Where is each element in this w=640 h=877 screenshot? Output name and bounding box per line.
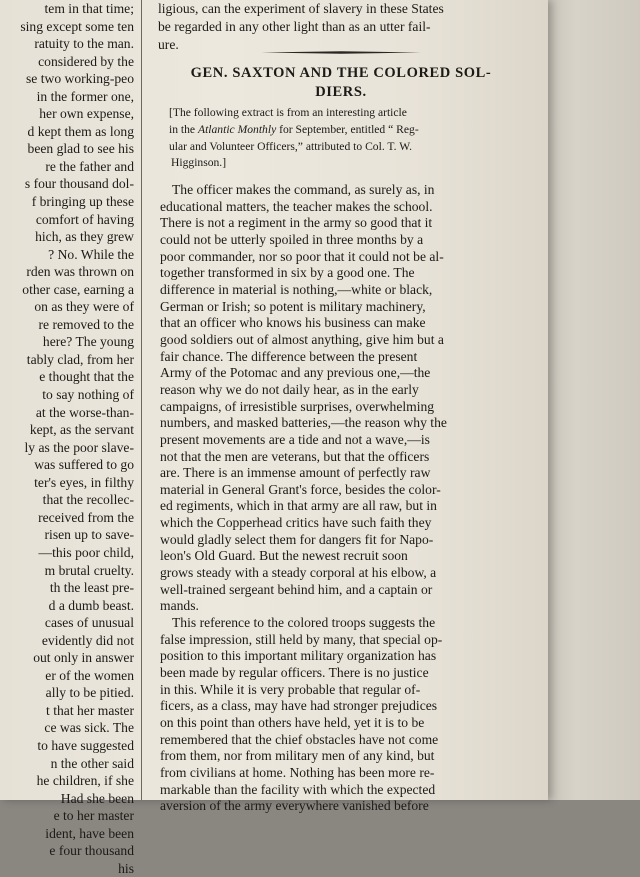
left-line: was suffered to go (34, 457, 134, 473)
left-line: ce was sick. The (44, 720, 134, 736)
body-line: fair chance. The difference between the present (160, 348, 418, 364)
left-line: here? The young (42, 334, 134, 350)
intro-text: for September, entitled “ Reg- (276, 122, 419, 136)
body-line: present movements are a tide and not a wave,—is (160, 431, 430, 447)
article-intro-note (169, 105, 419, 172)
intro-line: ular and Volunteer Officers,” attributed to Col. T. W. (169, 139, 412, 153)
magazine-title: Atlantic Monthly (197, 122, 277, 136)
body-line: mands. (160, 598, 199, 614)
body-line: on this point than others have held, yet it is to be (160, 715, 425, 730)
left-line: he children, if she (36, 773, 134, 789)
left-line: to say nothing of (42, 387, 134, 403)
body-line: difference in material is nothing,—white or black, (160, 281, 433, 297)
body-line: from civilians at home. Nothing has been more re- (160, 764, 435, 780)
article-column (151, 0, 531, 814)
body-line: aversion of the army everywhere vanished before (160, 798, 429, 814)
body-line: together transformed in six by a good one. The (160, 265, 415, 281)
left-line: hich, as they grew (35, 229, 134, 245)
left-line: been glad to see his (27, 141, 134, 157)
column-rule (141, 0, 142, 800)
headline-line: GEN. SAXTON AND THE COLORED SOL- (190, 65, 492, 81)
left-line: re the father and (45, 158, 134, 174)
body-line: leon's Old Guard. But the newest recruit soon (160, 548, 408, 564)
left-line: e to her master (53, 808, 134, 824)
article-headline (156, 64, 526, 102)
left-line: in the former one, (36, 88, 134, 104)
body-line: Army of the Potomac and any previous one,—the (160, 365, 431, 381)
left-line: tably clad, from her (26, 351, 134, 367)
left-line: tem in that time; (44, 1, 134, 16)
left-line: other case, earning a (22, 281, 134, 297)
left-line: comfort of having (35, 211, 134, 227)
left-line: evidently did not (41, 632, 134, 648)
left-line: e four thousand (49, 843, 134, 859)
left-line: risen up to save- (44, 527, 134, 543)
body-line: remembered that the chief obstacles have not come (160, 731, 439, 747)
body-line: There is not a regiment in the army so good that it (160, 215, 433, 231)
body-line: well-trained sergeant behind him, and a captain or (160, 581, 433, 597)
left-line: on as they were of (34, 299, 134, 315)
body-line: position to this important military organization has (160, 648, 437, 664)
left-line: m brutal cruelty. (44, 562, 134, 578)
left-line: f bringing up these (31, 194, 134, 210)
left-line: at the worse-than- (35, 404, 134, 420)
intro-line: [The following extract is from an interesting article (169, 106, 407, 119)
left-line: received from the (38, 509, 134, 525)
left-line: n the other said (50, 755, 134, 771)
left-line: s four thousand dol- (24, 176, 134, 192)
article-body (160, 182, 447, 815)
left-line: ly as the poor slave- (24, 439, 134, 455)
text-line: ligious, can the experiment of slavery in these States (158, 1, 444, 16)
left-line: considered by the (38, 53, 134, 69)
left-line: t that her master (46, 702, 134, 718)
body-line: The officer makes the command, as surely as, in (172, 182, 435, 197)
left-line: —this poor child, (38, 544, 134, 560)
body-line: been made by regular officers. There is no justice (160, 665, 429, 681)
left-line: ter's eyes, in filthy (34, 474, 134, 490)
body-line: grows steady with a steady corporal at his elbow, a (160, 565, 437, 581)
left-line: ? No. While the (48, 246, 134, 262)
left-line: d kept them as long (27, 123, 134, 139)
article-divider (261, 51, 421, 54)
body-line: ficers, as a class, may have had stronger prejudices (160, 698, 438, 714)
left-line: Had she been (60, 790, 134, 806)
left-line: re removed to the (38, 316, 134, 332)
left-line: that the recollec- (42, 492, 134, 508)
left-line: her own expense, (39, 106, 134, 122)
body-line: ed regiments, which in that army are all raw, but in (160, 498, 437, 514)
body-line: campaigns, of irresistible surprises, overwhelming (160, 398, 435, 414)
text-line: ure. (158, 37, 179, 52)
body-line: that an officer who knows his business can make (160, 315, 426, 331)
body-line: German or Irish; so potent is military machinery, (160, 298, 426, 314)
body-line: poor commander, nor so poor that it could not be al- (160, 248, 444, 264)
left-line: th the least pre- (49, 580, 134, 596)
body-line: numbers, and masked batteries,—the reason why the (160, 415, 447, 431)
underlying-page (548, 0, 640, 800)
left-line: e thought that the (39, 369, 134, 385)
text-line: be regarded in any other light than as an utter fail- (158, 19, 431, 34)
left-line: his (118, 860, 134, 876)
body-line: reason why we do not daily hear, as in the early (160, 381, 419, 397)
body-line: would gladly select them for dangers fit for Napo- (160, 531, 434, 547)
left-line: se two working-peo (26, 71, 134, 87)
left-line: to have suggested (37, 737, 134, 753)
left-line: kept, as the servant (29, 422, 134, 438)
intro-text: in the (169, 122, 198, 136)
body-line: not that the men are veterans, but that the officers (160, 448, 430, 464)
left-line: d a dumb beast. (48, 597, 134, 613)
intro-line: Higginson.] (171, 156, 227, 170)
body-line: educational matters, the teacher makes the school. (160, 198, 433, 214)
body-line: false impression, still held by many, that special op- (160, 631, 443, 647)
left-line: cases of unusual (44, 615, 134, 631)
previous-article-ending (158, 0, 444, 54)
body-line: markable than the facility with which the expected (160, 781, 436, 797)
left-line: rden was thrown on (26, 264, 134, 280)
body-line: This reference to the colored troops suggests the (172, 615, 436, 631)
left-line: ident, have been (45, 825, 134, 841)
body-line: are. There is an immense amount of perfectly raw (160, 465, 431, 481)
left-line: sing except some ten (20, 18, 134, 34)
left-line: ally to be pitied. (45, 685, 134, 701)
body-line: which the Copperhead critics have such faith they (160, 515, 432, 531)
intro-line (169, 122, 419, 139)
body-line: good soldiers out of almost anything, give him but a (160, 331, 444, 347)
body-line: from them, nor from military men of any kind, but (160, 748, 435, 764)
headline-line: DIERS. (315, 84, 367, 100)
left-line: ratuity to the man. (34, 36, 134, 52)
left-line: er of the women (45, 667, 134, 683)
left-column-text (0, 0, 134, 876)
body-line: material in General Grant's force, besides the color- (160, 481, 441, 497)
left-line: out only in answer (33, 650, 134, 666)
body-line: could not be utterly spoiled in three months by a (160, 231, 424, 247)
body-line: in this. While it is very probable that regular of- (160, 681, 421, 697)
